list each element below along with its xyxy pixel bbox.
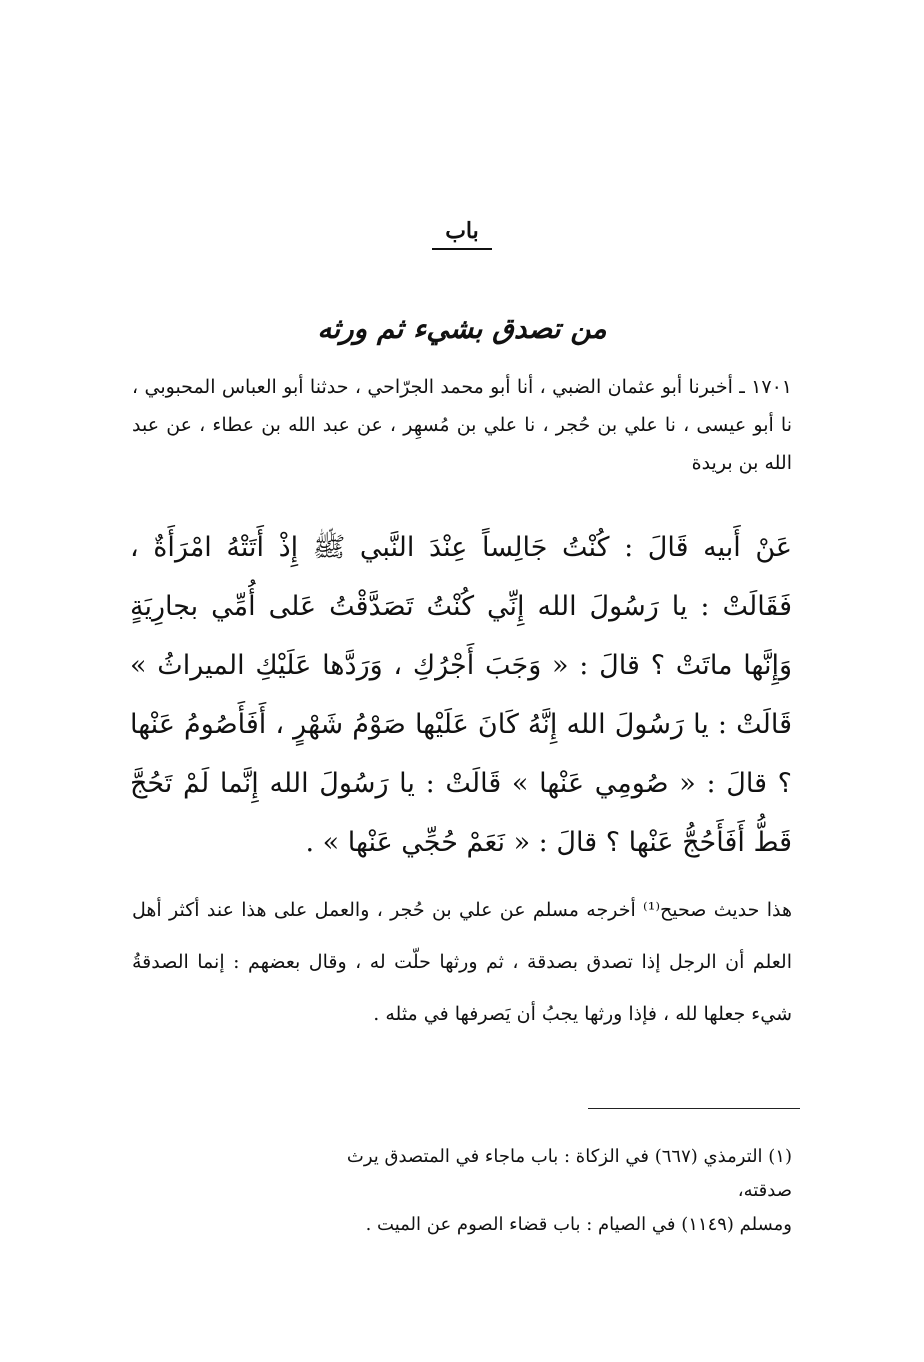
section-title-underline [432,248,492,250]
footnotes [300,1140,792,1242]
section-title [0,218,924,250]
section-title-text: باب [445,218,479,244]
isnad-paragraph: ١٧٠١ ـ أخبرنا أبو عثمان الضبي ، أنا أبو محمد الجرّاحي ، حدثنا أبو العباس المحبوبي ، نا أبو عيسى ، نا علي بن حُجر ، نا علي بن مُسهِر ، عن عبد الله بن عطاء ، عن عبد الله بن بريدة [132,376,792,474]
footnote-line: ومسلم (١١٤٩) في الصيام : باب قضاء الصوم عن الميت . [365,1214,792,1235]
footnote-line: (١) الترمذي (٦٦٧) في الزكاة : باب ماجاء في المتصدق يرث صدقته، [346,1146,792,1201]
hadith-text: عَنْ أَبيه قَالَ : كُنْتُ جَالِساً عِنْدَ النَّبي ﷺ إِذْ أَتَتْهُ امْرَأَةٌ ، فَقَالَتْ : يا رَسُولَ الله إِنِّي كُنْتُ تَصَدَّقْتُ عَلى أُمِّي بجارِيَةٍ وَإِنَّها ماتَتْ ؟ قالَ : « وَجَبَ أَجْرُكِ ، وَرَدَّها عَلَيْكِ الميراثُ » قَالَتْ : يا رَسُولَ الله إِنَّهُ كَانَ عَلَيْها صَوْمُ شَهْرٍ ، أَفَأَصُومُ عَنْها ؟ قالَ : « صُومِي عَنْها » قَالَتْ : يا رَسُولَ الله إِنَّما لَمْ تَحُجَّ قَطُّ أَفَأَحُجُّ عَنْها ؟ قالَ : « نَعَمْ حُجِّي عَنْها » . [130,532,792,858]
chapter-heading: من تصدق بشيء ثم ورثه [317,312,607,345]
footnote-divider [588,1108,800,1109]
commentary-paragraph: هذا حديث صحيح⁽¹⁾ أخرجه مسلم عن علي بن حُجر ، والعمل على هذا عند أكثر أهل العلم أن الرجل إذا تصدق بصدقة ، ثم ورثها حلّت له ، وقال بعضهم : إنما الصدقةُ شيء جعلها لله ، فإذا ورثها يجبُ أن يَصرفها في مثله . [132,899,792,1025]
